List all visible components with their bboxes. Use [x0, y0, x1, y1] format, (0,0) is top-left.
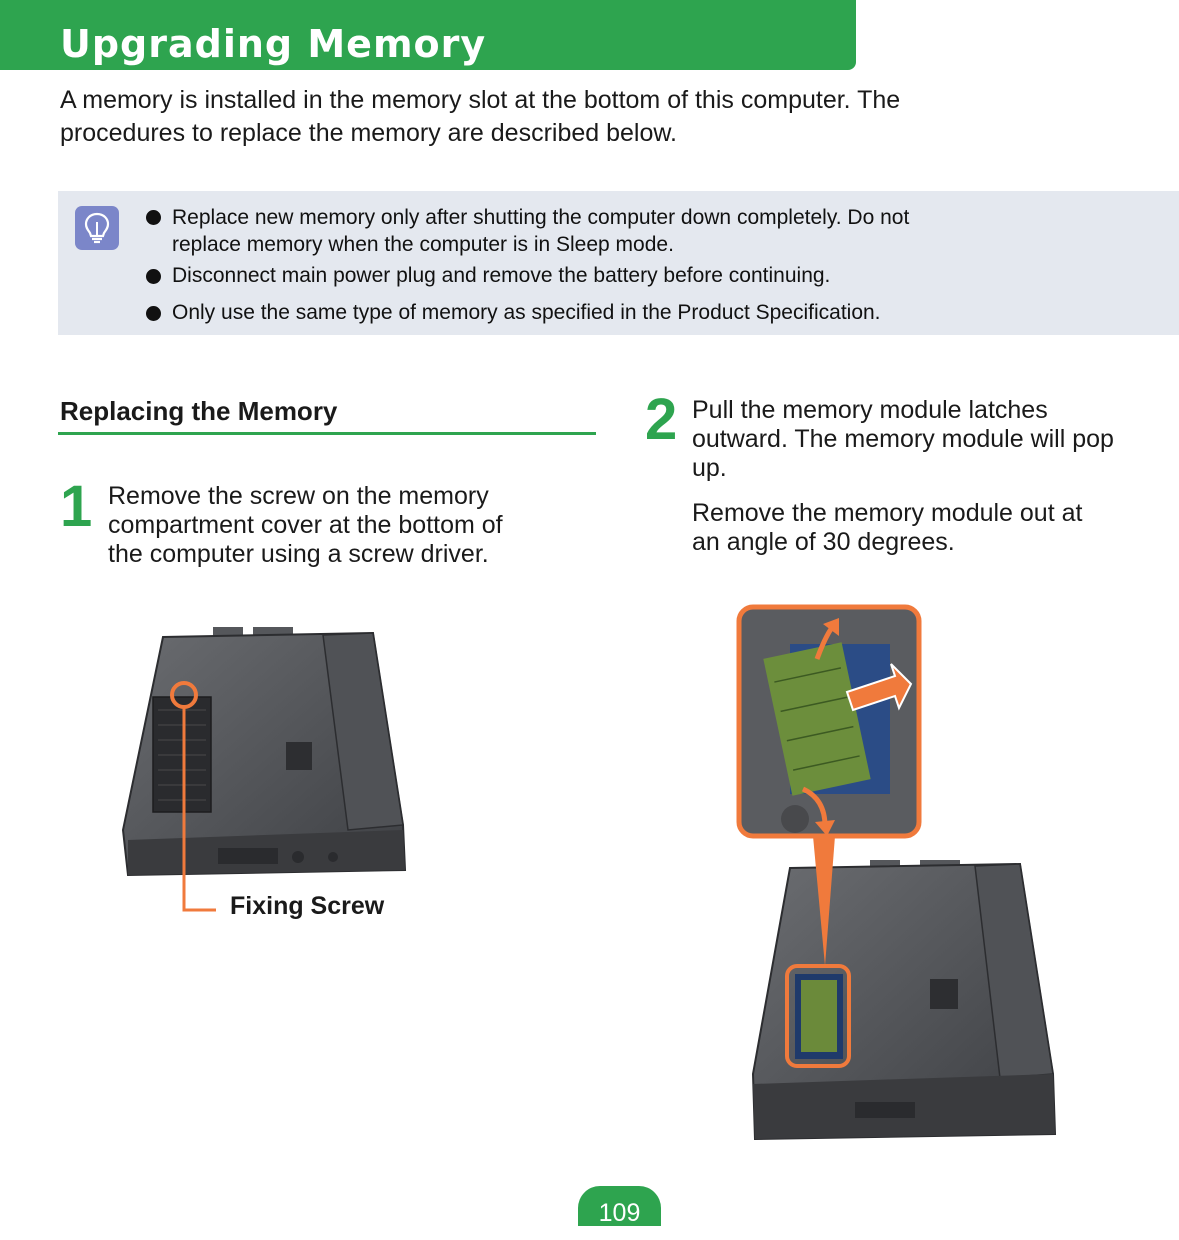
step-number: 2	[645, 387, 678, 452]
laptop-bottom-image	[118, 625, 418, 885]
step-line: Remove the screw on the memory	[108, 482, 489, 510]
intro-text	[60, 84, 1110, 150]
memory-removal-image	[735, 604, 1075, 1159]
step-line: Pull the memory module latches	[692, 396, 1048, 424]
page-number: 109	[598, 1199, 641, 1227]
step-line: up.	[692, 454, 727, 482]
fixing-screw-label: Fixing Screw	[230, 892, 385, 920]
step-line: compartment cover at the bottom of	[108, 511, 503, 539]
step-text	[108, 482, 588, 569]
note-item: Only use the same type of memory as specified in the Product Specification.	[172, 301, 881, 324]
step-line: an angle of 30 degrees.	[692, 528, 955, 556]
lightbulb-icon	[75, 206, 119, 250]
note-item: Disconnect main power plug and remove the battery before continuing.	[172, 264, 831, 287]
page-title: Upgrading Memory	[60, 22, 487, 66]
bullet-icon	[146, 306, 161, 321]
section-divider	[58, 432, 596, 435]
note-line: replace memory when the computer is in Sleep mode.	[172, 233, 674, 256]
section-heading: Replacing the Memory	[60, 396, 338, 426]
intro-line: procedures to replace the memory are described below.	[60, 119, 677, 147]
intro-line: A memory is installed in the memory slot at the bottom of this computer. The	[60, 86, 901, 114]
step-text	[692, 396, 1179, 557]
page-number-badge	[578, 1186, 661, 1226]
step-number: 1	[60, 474, 93, 539]
step-line: outward. The memory module will pop	[692, 425, 1114, 453]
callout-leader-line	[180, 880, 220, 920]
step-line: the computer using a screw driver.	[108, 540, 489, 568]
step-line: Remove the memory module out at	[692, 499, 1083, 527]
bullet-icon	[146, 269, 161, 284]
note-line: Replace new memory only after shutting the computer down completely. Do not	[172, 206, 910, 229]
note-item	[172, 204, 1162, 258]
bullet-icon	[146, 210, 161, 225]
